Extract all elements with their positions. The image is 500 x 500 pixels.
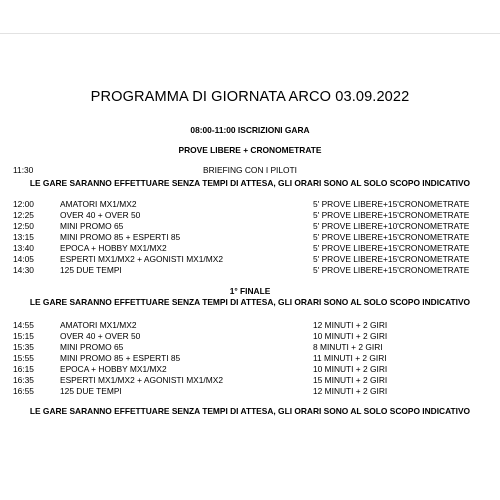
row-time: 15:35 — [13, 342, 34, 352]
row-event: MINI PROMO 85 + ESPERTI 85 — [60, 353, 181, 363]
row-event: AMATORI MX1/MX2 — [60, 199, 137, 209]
row-event: MINI PROMO 65 — [60, 221, 124, 231]
row-detail: 5' PROVE LIBERE+15'CRONOMETRATE — [313, 243, 470, 253]
row-detail: 5' PROVE LIBERE+15'CRONOMETRATE — [313, 254, 470, 264]
row-detail: 12 MINUTI + 2 GIRI — [313, 320, 388, 330]
row-detail: 5' PROVE LIBERE+15'CRONOMETRATE — [313, 265, 470, 275]
row-time: 12:50 — [13, 221, 34, 231]
row-event: AMATORI MX1/MX2 — [60, 320, 137, 330]
row-detail: 5' PROVE LIBERE+15'CRONOMETRATE — [313, 232, 470, 242]
row-event: MINI PROMO 65 — [60, 342, 124, 352]
row-detail: 11 MINUTI + 2 GIRI — [313, 353, 387, 363]
row-detail: 10 MINUTI + 2 GIRI — [313, 364, 388, 374]
notice-line: LE GARE SARANNO EFFETTUARE SENZA TEMPI DI ATTESA, GLI ORARI SONO AL SOLO SCOPO INDICATIVO — [29, 297, 471, 307]
row-event: 125 DUE TEMPI — [60, 386, 122, 396]
row-detail: 12 MINUTI + 2 GIRI — [313, 386, 388, 396]
page-top-divider — [0, 33, 500, 34]
notice-line: LE GARE SARANNO EFFETTUARE SENZA TEMPI DI ATTESA, GLI ORARI SONO AL SOLO SCOPO INDICATIVO — [29, 178, 471, 188]
row-detail: 5' PROVE LIBERE+10'CRONOMETRATE — [313, 221, 470, 231]
row-event: OVER 40 + OVER 50 — [60, 210, 141, 220]
row-detail: 8 MINUTI + 2 GIRI — [313, 342, 383, 352]
row-time: 14:30 — [13, 265, 34, 275]
briefing-time: 11:30 — [13, 165, 34, 175]
row-event: MINI PROMO 85 + ESPERTI 85 — [60, 232, 181, 242]
briefing-text: BRIEFING CON I PILOTI — [203, 165, 297, 175]
row-time: 15:15 — [13, 331, 34, 341]
registration-line: 08:00-11:00 ISCRIZIONI GARA — [190, 125, 310, 135]
row-event: ESPERTI MX1/MX2 + AGONISTI MX1/MX2 — [60, 375, 223, 385]
row-event: EPOCA + HOBBY MX1/MX2 — [60, 364, 167, 374]
row-time: 14:05 — [13, 254, 34, 264]
row-detail: 15 MINUTI + 2 GIRI — [313, 375, 388, 385]
row-time: 13:15 — [13, 232, 34, 242]
row-time: 16:15 — [13, 364, 34, 374]
row-time: 13:40 — [13, 243, 34, 253]
notice-line: LE GARE SARANNO EFFETTUARE SENZA TEMPI DI ATTESA, GLI ORARI SONO AL SOLO SCOPO INDICATIVO — [29, 406, 471, 416]
row-time: 16:55 — [13, 386, 34, 396]
row-event: ESPERTI MX1/MX2 + AGONISTI MX1/MX2 — [60, 254, 223, 264]
row-detail: 5' PROVE LIBERE+15'CRONOMETRATE — [313, 199, 470, 209]
row-time: 16:35 — [13, 375, 34, 385]
row-time: 12:25 — [13, 210, 34, 220]
row-time: 15:55 — [13, 353, 34, 363]
row-time: 14:55 — [13, 320, 34, 330]
page-title: PROGRAMMA DI GIORNATA ARCO 03.09.2022 — [90, 89, 410, 105]
row-event: 125 DUE TEMPI — [60, 265, 122, 275]
row-event: OVER 40 + OVER 50 — [60, 331, 141, 341]
final-heading: 1° FINALE — [229, 286, 271, 296]
row-detail: 10 MINUTI + 2 GIRI — [313, 331, 388, 341]
row-detail: 5' PROVE LIBERE+15'CRONOMETRATE — [313, 210, 470, 220]
practice-heading: PROVE LIBERE + CRONOMETRATE — [178, 145, 322, 155]
row-event: EPOCA + HOBBY MX1/MX2 — [60, 243, 167, 253]
row-time: 12:00 — [13, 199, 34, 209]
